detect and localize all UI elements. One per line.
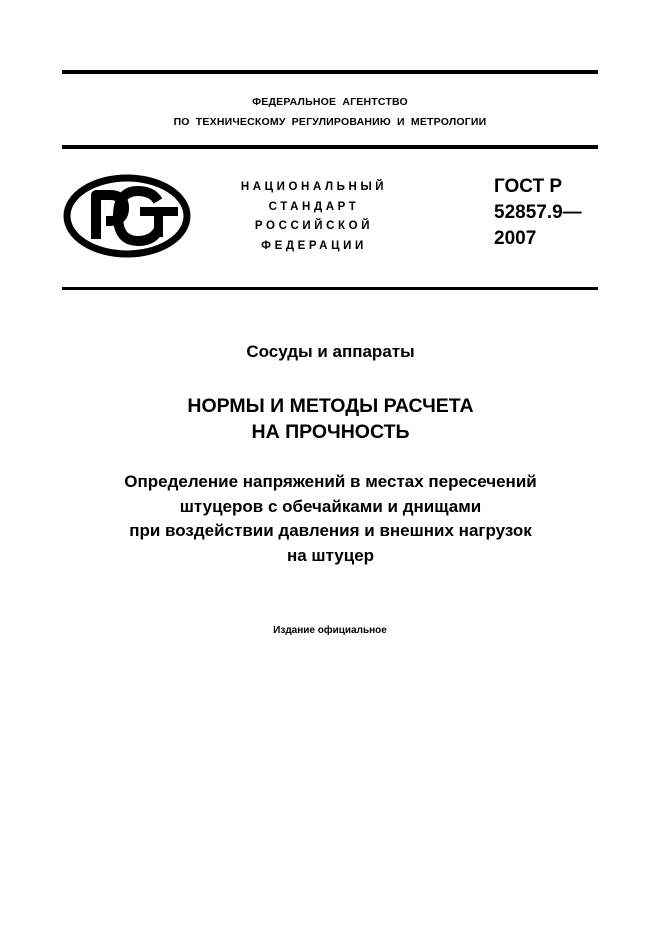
top-rule: [62, 70, 598, 74]
designation-line-1: ГОСТ Р: [494, 176, 563, 197]
national-standard-line-2: СТАНДАРТ: [268, 200, 360, 213]
subtitle-line-2: штуцеров с обечайками и днищами: [179, 496, 482, 516]
national-standard-label: [218, 178, 410, 256]
main-title-line-1: НОРМЫ И МЕТОДЫ РАСЧЕТА: [187, 395, 474, 417]
main-title: [40, 393, 621, 445]
national-standard-line-4: ФЕДЕРАЦИИ: [261, 239, 367, 252]
main-title-line-2: НА ПРОЧНОСТЬ: [251, 421, 410, 443]
subtitle: [40, 470, 621, 568]
designation-line-2: 52857.9—: [494, 202, 582, 223]
designation-line-3: 2007: [494, 228, 537, 249]
subtitle-line-4: на штуцер: [286, 545, 375, 565]
standard-designation: [494, 174, 582, 252]
subtitle-line-1: Определение напряжений в местах пересечений: [124, 472, 537, 491]
middle-rule: [62, 145, 598, 149]
series-title: [40, 340, 621, 364]
subtitle-line-3: при воздействии давления и внешних нагрузок: [129, 521, 532, 540]
series-title-text: Сосуды и аппараты: [246, 342, 415, 361]
national-standard-line-3: РОССИЙСКОЙ: [254, 220, 374, 232]
agency-line-2: ПО ТЕХНИЧЕСКОМУ РЕГУЛИРОВАНИЮ И МЕТРОЛОГИИ: [173, 116, 487, 128]
national-standard-line-1: НАЦИОНАЛЬНЫЙ: [240, 181, 388, 193]
edition-note: Издание официальное: [273, 625, 387, 636]
rst-certification-mark-icon: [62, 173, 192, 259]
agency-name: [62, 92, 598, 132]
agency-line-1: ФЕДЕРАЛЬНОЕ АГЕНТСТВО: [252, 96, 408, 108]
bottom-rule: [62, 287, 598, 290]
